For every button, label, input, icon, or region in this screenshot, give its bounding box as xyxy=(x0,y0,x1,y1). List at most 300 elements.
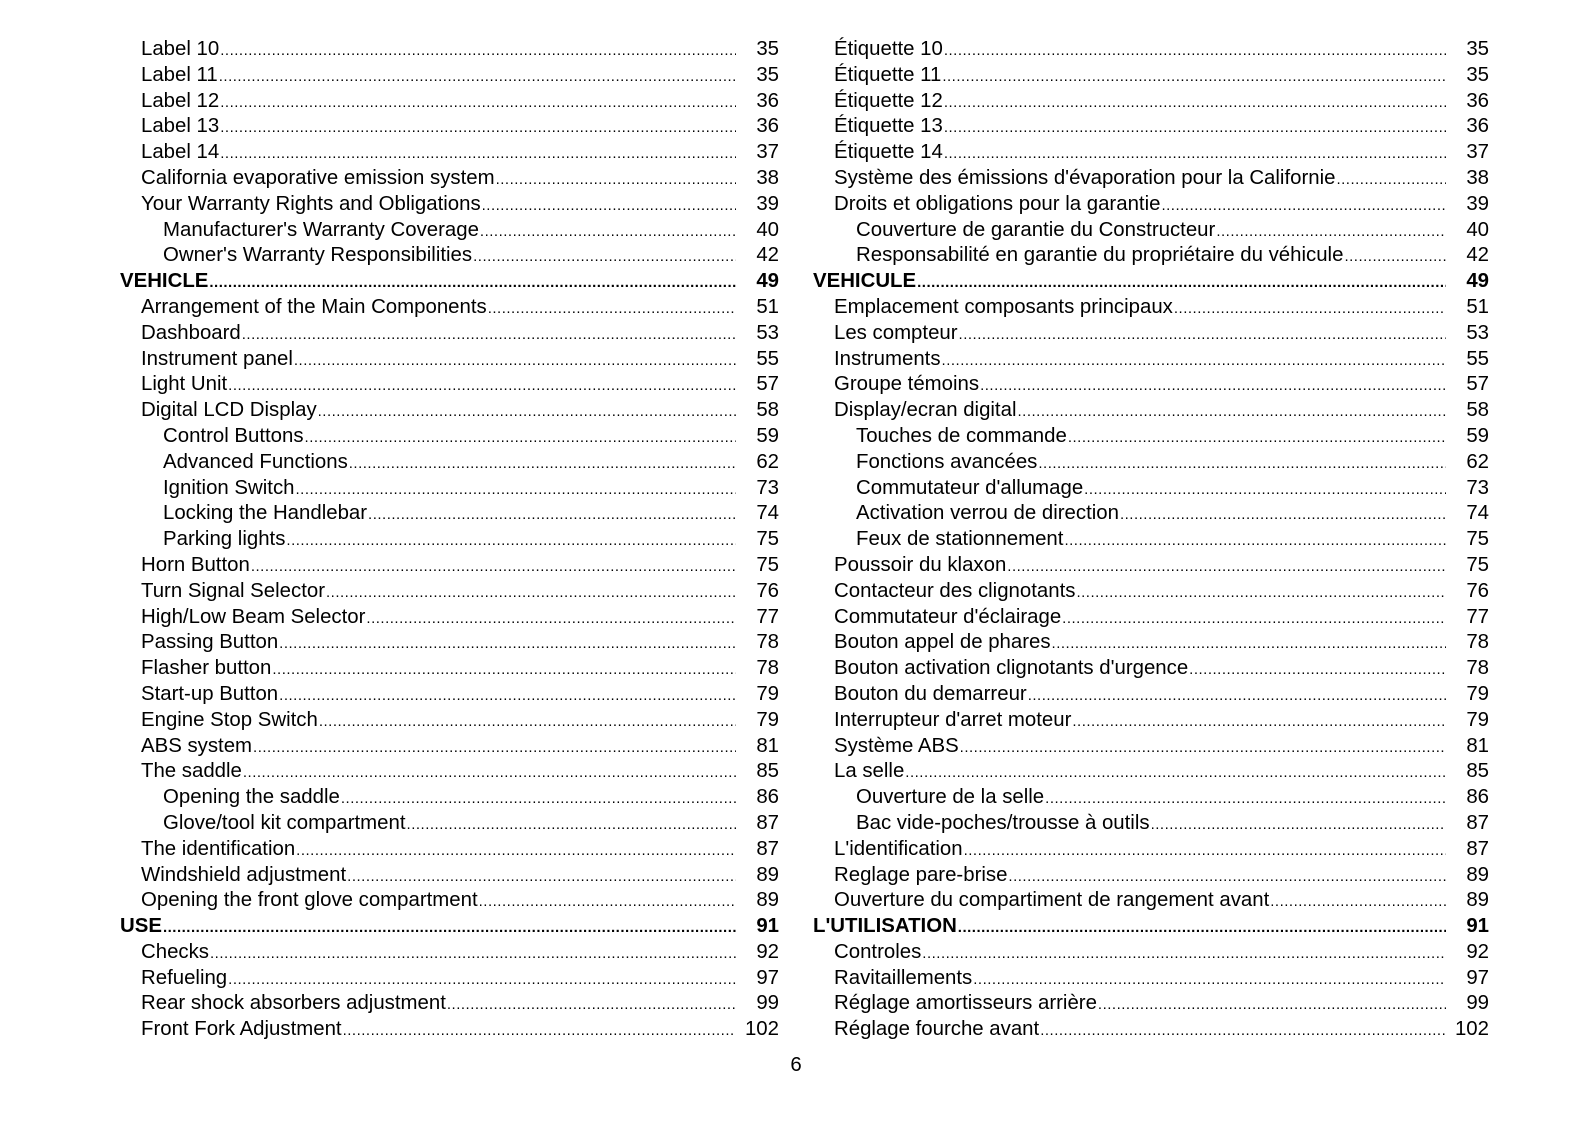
toc-entry[interactable] xyxy=(834,656,1489,682)
toc-entry-page: 42 xyxy=(1466,244,1489,267)
dot-leader xyxy=(1064,527,1446,554)
dot-leader xyxy=(163,914,736,941)
toc-column-english xyxy=(120,37,779,1043)
toc-entry-label: Ouverture de la selle xyxy=(856,786,1045,809)
dot-leader xyxy=(942,63,1446,90)
toc-entry[interactable] xyxy=(834,991,1489,1017)
toc-entry-page: 77 xyxy=(1466,605,1489,628)
toc-entry[interactable] xyxy=(120,114,779,140)
toc-entry-label: Touches de commande xyxy=(856,424,1067,447)
toc-entry-page: 75 xyxy=(756,528,779,551)
dot-leader xyxy=(366,605,736,632)
dot-leader xyxy=(973,966,1446,993)
toc-entry[interactable] xyxy=(834,579,1489,605)
toc-entry-label: Turn Signal Selector xyxy=(141,579,325,602)
toc-entry-page: 58 xyxy=(756,399,779,422)
toc-entry[interactable] xyxy=(834,682,1489,708)
dot-leader xyxy=(1151,811,1446,838)
toc-entry-label: Réglage amortisseurs arrière xyxy=(834,992,1097,1015)
toc-entry[interactable] xyxy=(120,476,779,502)
toc-entry-label: Opening the front glove compartment xyxy=(141,889,478,912)
toc-entry-label: Controles xyxy=(834,940,922,963)
toc-entry[interactable] xyxy=(120,734,779,760)
dot-leader xyxy=(272,656,736,683)
dot-leader xyxy=(473,243,736,270)
toc-section-heading[interactable] xyxy=(813,914,1489,940)
toc-entry-label: Control Buttons xyxy=(163,424,304,447)
toc-entry-page: 53 xyxy=(756,321,779,344)
toc-entry-label: Fonctions avancées xyxy=(856,450,1038,473)
toc-entry-label: Your Warranty Rights and Obligations xyxy=(141,192,481,215)
toc-entry-page: 75 xyxy=(1466,553,1489,576)
toc-entry-label: Windshield adjustment xyxy=(141,863,347,886)
toc-entry[interactable] xyxy=(834,140,1489,166)
toc-section-heading[interactable] xyxy=(813,269,1489,295)
toc-entry-page: 36 xyxy=(1466,89,1489,112)
dot-leader xyxy=(905,759,1446,786)
dot-leader xyxy=(1120,501,1446,528)
toc-entry-label: The saddle xyxy=(141,760,242,783)
toc-entry-page: 81 xyxy=(756,734,779,757)
dot-leader xyxy=(318,398,736,425)
toc-entry[interactable] xyxy=(120,450,779,476)
toc-entry-label: USE xyxy=(120,915,162,938)
toc-entry-page: 36 xyxy=(756,115,779,138)
toc-entry[interactable] xyxy=(834,966,1489,992)
dot-leader xyxy=(209,269,736,296)
toc-entry[interactable] xyxy=(834,372,1489,398)
dot-leader xyxy=(942,347,1446,374)
toc-entry-label: Étiquette 12 xyxy=(834,89,943,112)
toc-entry[interactable] xyxy=(120,605,779,631)
toc-entry[interactable] xyxy=(834,630,1489,656)
toc-entry-page: 99 xyxy=(1466,992,1489,1015)
dot-leader xyxy=(1072,708,1446,735)
toc-entry[interactable] xyxy=(834,37,1489,63)
toc-entry-label: Droits et obligations pour la garantie xyxy=(834,192,1161,215)
toc-entry[interactable] xyxy=(120,656,779,682)
toc-entry-page: 91 xyxy=(1466,915,1489,938)
toc-entry-page: 35 xyxy=(1466,63,1489,86)
toc-entry-page: 102 xyxy=(744,1018,779,1041)
toc-entry-page: 77 xyxy=(756,605,779,628)
toc-entry-page: 62 xyxy=(1466,450,1489,473)
toc-entry-label: Bouton activation clignotants d'urgence xyxy=(834,657,1189,680)
toc-entry-label: Label 11 xyxy=(141,63,218,86)
toc-entry-page: 78 xyxy=(1466,631,1489,654)
dot-leader xyxy=(480,218,736,245)
toc-entry-page: 51 xyxy=(1466,295,1489,318)
dot-leader xyxy=(279,682,736,709)
toc-entry[interactable] xyxy=(120,37,779,63)
toc-entry-page: 87 xyxy=(1466,811,1489,834)
toc-entry-page: 38 xyxy=(756,166,779,189)
toc-entry-page: 58 xyxy=(1466,399,1489,422)
toc-entry[interactable] xyxy=(120,863,779,889)
toc-entry[interactable] xyxy=(834,527,1489,553)
toc-section-heading[interactable] xyxy=(120,914,779,940)
toc-entry-label: Rear shock absorbers adjustment xyxy=(141,992,446,1015)
dot-leader xyxy=(496,166,736,193)
dot-leader xyxy=(1008,863,1446,890)
toc-entry-page: 73 xyxy=(756,476,779,499)
toc-entry-page: 89 xyxy=(756,889,779,912)
toc-entry-page: 102 xyxy=(1454,1018,1489,1041)
dot-leader xyxy=(343,1017,736,1044)
toc-entry[interactable] xyxy=(834,114,1489,140)
toc-entry-page: 36 xyxy=(1466,115,1489,138)
dot-leader xyxy=(286,527,736,554)
toc-entry[interactable] xyxy=(120,940,779,966)
toc-entry-page: 91 xyxy=(756,915,779,938)
toc-entry-page: 89 xyxy=(1466,863,1489,886)
dot-leader xyxy=(228,966,736,993)
toc-entry-page: 59 xyxy=(756,424,779,447)
dot-leader xyxy=(1045,785,1446,812)
dot-leader xyxy=(220,140,736,167)
dot-leader xyxy=(251,553,736,580)
toc-entry-page: 97 xyxy=(1466,966,1489,989)
toc-entry-page: 57 xyxy=(1466,373,1489,396)
toc-entry-page: 78 xyxy=(756,631,779,654)
toc-entry-page: 75 xyxy=(1466,528,1489,551)
dot-leader xyxy=(960,734,1446,761)
dot-leader xyxy=(1270,888,1446,915)
toc-entry[interactable] xyxy=(120,527,779,553)
dot-leader xyxy=(253,734,736,761)
toc-entry[interactable] xyxy=(834,450,1489,476)
toc-entry-label: Opening the saddle xyxy=(163,786,340,809)
toc-entry-label: Locking the Handlebar xyxy=(163,502,368,525)
dot-leader xyxy=(447,991,736,1018)
toc-entry-label: Groupe témoins xyxy=(834,373,980,396)
toc-entry-label: Reglage pare-brise xyxy=(834,863,1008,886)
toc-entry-page: 51 xyxy=(756,295,779,318)
toc-entry-label: Poussoir du klaxon xyxy=(834,553,1007,576)
toc-entry[interactable] xyxy=(120,63,779,89)
toc-entry-label: Système des émissions d'évaporation pour la Californie xyxy=(834,166,1336,189)
toc-entry[interactable] xyxy=(120,708,779,734)
dot-leader xyxy=(479,888,736,915)
toc-entry[interactable] xyxy=(120,1017,779,1043)
toc-entry-label: Passing Button xyxy=(141,631,279,654)
toc-entry[interactable] xyxy=(834,321,1489,347)
dot-leader xyxy=(917,269,1446,296)
toc-entry-label: Horn Button xyxy=(141,553,250,576)
dot-leader xyxy=(1038,450,1446,477)
toc-entry-label: Front Fork Adjustment xyxy=(141,1018,342,1041)
dot-leader xyxy=(1161,192,1446,219)
toc-entry[interactable] xyxy=(834,295,1489,321)
toc-entry-label: Étiquette 13 xyxy=(834,115,943,138)
toc-entry[interactable] xyxy=(834,888,1489,914)
toc-entry-label: Étiquette 11 xyxy=(834,63,942,86)
toc-entry-label: Ouverture du compartiment de rangement avant xyxy=(834,889,1270,912)
dot-leader xyxy=(1084,476,1446,503)
toc-entry-label: Refueling xyxy=(141,966,228,989)
toc-entry-page: 79 xyxy=(756,708,779,731)
toc-entry[interactable] xyxy=(834,166,1489,192)
toc-entry-label: Advanced Functions xyxy=(163,450,348,473)
dot-leader xyxy=(944,89,1446,116)
toc-entry-page: 92 xyxy=(1466,940,1489,963)
toc-entry[interactable] xyxy=(120,837,779,863)
toc-entry[interactable] xyxy=(120,243,779,269)
toc-entry-label: Label 13 xyxy=(141,115,220,138)
toc-entry-label: Contacteur des clignotants xyxy=(834,579,1076,602)
toc-entry-label: Bouton appel de phares xyxy=(834,631,1051,654)
toc-entry[interactable] xyxy=(120,347,779,373)
dot-leader xyxy=(1336,166,1446,193)
toc-entry[interactable] xyxy=(120,295,779,321)
toc-entry-label: Étiquette 14 xyxy=(834,141,943,164)
toc-entry-page: 89 xyxy=(1466,889,1489,912)
dot-leader xyxy=(407,811,736,838)
toc-entry[interactable] xyxy=(834,424,1489,450)
toc-entry-label: California evaporative emission system xyxy=(141,166,495,189)
dot-leader xyxy=(220,114,736,141)
dot-leader xyxy=(1017,398,1446,425)
toc-entry-label: Bouton du demarreur xyxy=(834,682,1027,705)
toc-entry-label: Commutateur d'allumage xyxy=(856,476,1084,499)
dot-leader xyxy=(242,321,736,348)
toc-entry-label: Light Unit xyxy=(141,373,228,396)
toc-entry-page: 87 xyxy=(1466,837,1489,860)
toc-entry-page: 79 xyxy=(756,682,779,705)
toc-entry-label: Étiquette 10 xyxy=(834,38,943,60)
toc-entry[interactable] xyxy=(120,966,779,992)
toc-entry-page: 76 xyxy=(1466,579,1489,602)
dot-leader xyxy=(326,579,736,606)
dot-leader xyxy=(1040,1017,1446,1044)
toc-entry-label: Interrupteur d'arret moteur xyxy=(834,708,1072,731)
dot-leader xyxy=(243,759,736,786)
toc-entry-page: 39 xyxy=(1466,192,1489,215)
toc-entry[interactable] xyxy=(834,759,1489,785)
toc-entry-label: Système ABS xyxy=(834,734,959,757)
toc-entry[interactable] xyxy=(120,321,779,347)
toc-section-heading[interactable] xyxy=(120,269,779,295)
toc-entry-page: 37 xyxy=(1466,141,1489,164)
toc-entry[interactable] xyxy=(834,1017,1489,1043)
toc-entry-page: 55 xyxy=(1466,347,1489,370)
toc-entry-label: Label 14 xyxy=(141,141,220,164)
dot-leader xyxy=(1007,553,1446,580)
dot-leader xyxy=(1028,682,1446,709)
toc-entry[interactable] xyxy=(120,398,779,424)
toc-entry[interactable] xyxy=(120,991,779,1017)
dot-leader xyxy=(959,321,1446,348)
dot-leader xyxy=(1189,656,1446,683)
toc-entry-page: 87 xyxy=(756,837,779,860)
dot-leader xyxy=(220,89,736,116)
toc-entry[interactable] xyxy=(834,89,1489,115)
toc-entry-page: 57 xyxy=(756,373,779,396)
toc-entry[interactable] xyxy=(834,192,1489,218)
toc-entry-label: Responsabilité en garantie du propriétaire du véhicule xyxy=(856,244,1344,267)
toc-entry-page: 92 xyxy=(756,940,779,963)
toc-entry[interactable] xyxy=(834,708,1489,734)
toc-entry-page: 39 xyxy=(756,192,779,215)
toc-entry-label: Checks xyxy=(141,940,209,963)
toc-entry-page: 35 xyxy=(756,63,779,86)
toc-entry[interactable] xyxy=(834,347,1489,373)
toc-entry[interactable] xyxy=(834,218,1489,244)
toc-entry-label: Owner's Warranty Responsibilities xyxy=(163,244,473,267)
toc-entry[interactable] xyxy=(120,579,779,605)
toc-entry-page: 35 xyxy=(756,38,779,60)
toc-entry[interactable] xyxy=(120,888,779,914)
toc-entry-label: Digital LCD Display xyxy=(141,399,317,422)
toc-entry-page: 73 xyxy=(1466,476,1489,499)
toc-entry-label: Parking lights xyxy=(163,528,286,551)
toc-entry[interactable] xyxy=(834,476,1489,502)
dot-leader xyxy=(1076,579,1446,606)
toc-entry-page: 81 xyxy=(1466,734,1489,757)
dot-leader xyxy=(319,708,736,735)
toc-entry[interactable] xyxy=(834,605,1489,631)
toc-entry[interactable] xyxy=(120,630,779,656)
toc-entry[interactable] xyxy=(834,553,1489,579)
toc-entry-label: High/Low Beam Selector xyxy=(141,605,366,628)
toc-entry-page: 97 xyxy=(756,966,779,989)
toc-entry[interactable] xyxy=(120,811,779,837)
toc-entry-page: 79 xyxy=(1466,682,1489,705)
dot-leader xyxy=(305,424,736,451)
toc-entry-label: L'identification xyxy=(834,837,963,860)
dot-leader xyxy=(347,863,736,890)
toc-entry-label: L'UTILISATION xyxy=(813,915,957,938)
toc-entry[interactable] xyxy=(834,63,1489,89)
toc-entry-page: 35 xyxy=(1466,38,1489,60)
toc-column-french xyxy=(813,37,1489,1043)
dot-leader xyxy=(220,37,736,64)
toc-entry[interactable] xyxy=(120,166,779,192)
toc-entry-label: Display/ecran digital xyxy=(834,399,1017,422)
toc-entry-label: Dashboard xyxy=(141,321,241,344)
dot-leader xyxy=(488,295,736,322)
toc-entry[interactable] xyxy=(120,759,779,785)
dot-leader xyxy=(980,372,1446,399)
dot-leader xyxy=(1344,243,1446,270)
dot-leader xyxy=(944,114,1446,141)
toc-entry[interactable] xyxy=(834,940,1489,966)
toc-entry[interactable] xyxy=(834,785,1489,811)
dot-leader xyxy=(1216,218,1446,245)
toc-entry[interactable] xyxy=(834,863,1489,889)
toc-entry-page: 36 xyxy=(756,89,779,112)
toc-entry[interactable] xyxy=(120,192,779,218)
toc-entry-page: 62 xyxy=(756,450,779,473)
toc-entry-page: 79 xyxy=(1466,708,1489,731)
toc-entry-label: VEHICULE xyxy=(813,270,917,293)
toc-entry[interactable] xyxy=(120,501,779,527)
dot-leader xyxy=(1062,605,1446,632)
toc-entry[interactable] xyxy=(120,785,779,811)
toc-entry-page: 59 xyxy=(1466,424,1489,447)
toc-entry-label: Commutateur d'éclairage xyxy=(834,605,1062,628)
toc-entry-label: Arrangement of the Main Components xyxy=(141,295,487,318)
dot-leader xyxy=(922,940,1446,967)
toc-entry-page: 74 xyxy=(1466,502,1489,525)
toc-entry[interactable] xyxy=(834,501,1489,527)
dot-leader xyxy=(944,37,1446,64)
dot-leader xyxy=(349,450,736,477)
toc-entry-page: 99 xyxy=(756,992,779,1015)
toc-entry[interactable] xyxy=(120,218,779,244)
toc-entry[interactable] xyxy=(834,243,1489,269)
toc-entry-page: 85 xyxy=(1466,760,1489,783)
toc-entry-page: 85 xyxy=(756,760,779,783)
toc-entry-page: 76 xyxy=(756,579,779,602)
toc-entry[interactable] xyxy=(834,837,1489,863)
toc-entry[interactable] xyxy=(834,734,1489,760)
toc-entry-page: 74 xyxy=(756,502,779,525)
toc-entry-label: Instruments xyxy=(834,347,941,370)
toc-entry[interactable] xyxy=(120,424,779,450)
toc-entry-page: 38 xyxy=(1466,166,1489,189)
toc-entry-label: Réglage fourche avant xyxy=(834,1018,1040,1041)
toc-entry-label: Bac vide-poches/trousse à outils xyxy=(856,811,1150,834)
toc-entry[interactable] xyxy=(120,553,779,579)
toc-entry-page: 53 xyxy=(1466,321,1489,344)
toc-entry-label: Glove/tool kit compartment xyxy=(163,811,406,834)
dot-leader xyxy=(228,372,736,399)
toc-entry-label: Start-up Button xyxy=(141,682,279,705)
dot-leader xyxy=(296,837,736,864)
toc-entry-page: 40 xyxy=(756,218,779,241)
toc-entry-page: 87 xyxy=(756,811,779,834)
dot-leader xyxy=(482,192,736,219)
page-number: 6 xyxy=(790,1054,802,1076)
toc-entry-label: The identification xyxy=(141,837,296,860)
toc-entry-label: VEHICLE xyxy=(120,270,209,293)
toc-entry-label: Ignition Switch xyxy=(163,476,295,499)
toc-entry-label: Les compteur xyxy=(834,321,958,344)
dot-leader xyxy=(1098,991,1446,1018)
toc-entry-page: 40 xyxy=(1466,218,1489,241)
toc-entry-label: Emplacement composants principaux xyxy=(834,295,1173,318)
toc-entry[interactable] xyxy=(120,89,779,115)
toc-entry-page: 86 xyxy=(1466,786,1489,809)
toc-entry-page: 78 xyxy=(756,657,779,680)
toc-entry-label: Instrument panel xyxy=(141,347,293,370)
dot-leader xyxy=(294,347,736,374)
dot-leader xyxy=(944,140,1446,167)
toc-entry-label: Label 10 xyxy=(141,38,220,60)
dot-leader xyxy=(964,837,1446,864)
toc-entry-label: Manufacturer's Warranty Coverage xyxy=(163,218,479,241)
dot-leader xyxy=(341,785,736,812)
toc-entry-page: 78 xyxy=(1466,657,1489,680)
toc-entry-page: 37 xyxy=(756,141,779,164)
toc-entry-page: 49 xyxy=(756,270,779,293)
toc-entry[interactable] xyxy=(120,372,779,398)
toc-entry-page: 75 xyxy=(756,553,779,576)
toc-entry-label: La selle xyxy=(834,760,905,783)
toc-entry[interactable] xyxy=(834,811,1489,837)
toc-entry-page: 86 xyxy=(756,786,779,809)
dot-leader xyxy=(210,940,736,967)
dot-leader xyxy=(1068,424,1446,451)
toc-entry-page: 42 xyxy=(756,244,779,267)
dot-leader xyxy=(368,501,736,528)
toc-entry[interactable] xyxy=(120,682,779,708)
toc-entry-page: 49 xyxy=(1466,270,1489,293)
toc-entry[interactable] xyxy=(120,140,779,166)
dot-leader xyxy=(279,630,736,657)
toc-entry[interactable] xyxy=(834,398,1489,424)
